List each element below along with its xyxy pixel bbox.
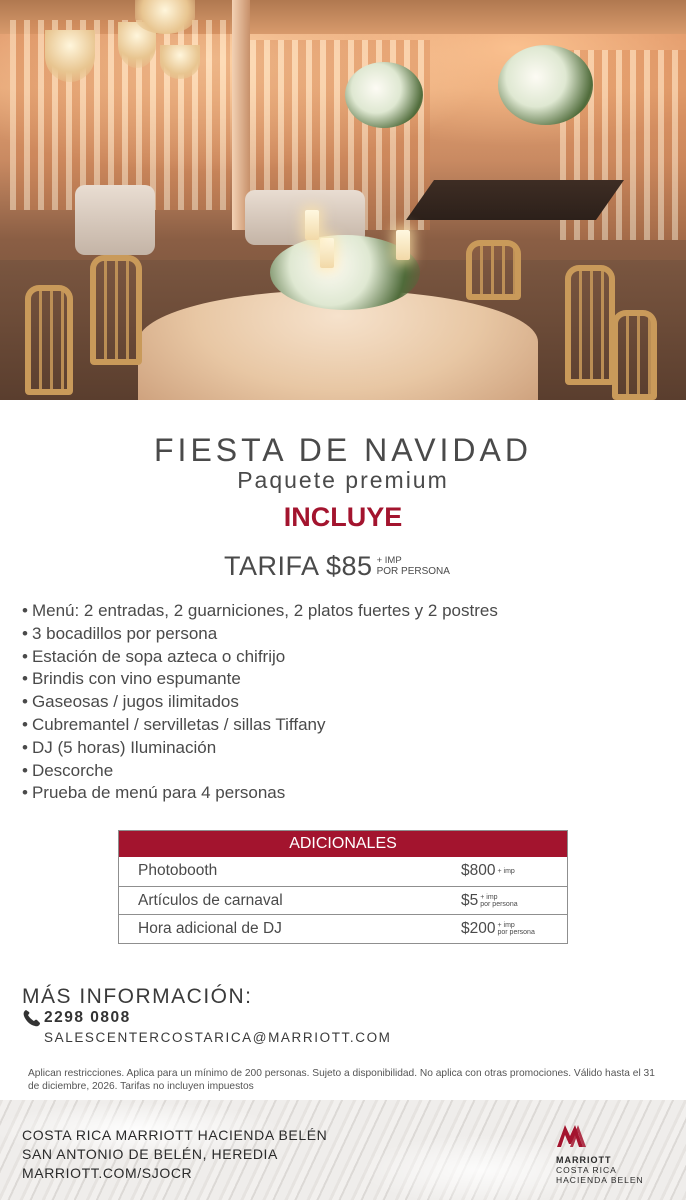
flower-centerpiece bbox=[345, 62, 423, 128]
phone-icon bbox=[22, 1009, 42, 1027]
list-item: • Gaseosas / jugos ilimitados bbox=[22, 691, 498, 714]
brand-location: HACIENDA BELEN bbox=[556, 1175, 644, 1185]
addon-note bbox=[497, 922, 534, 936]
rate-line bbox=[224, 551, 450, 582]
page-title: FIESTA DE NAVIDAD bbox=[154, 432, 532, 468]
list-item: • Cubremantel / servilletas / sillas Tiffany bbox=[22, 714, 498, 737]
addon-amount: $200 bbox=[461, 920, 496, 937]
hero-banquet-photo bbox=[0, 0, 686, 400]
candle bbox=[320, 238, 334, 268]
list-item: • Prueba de menú para 4 personas bbox=[22, 782, 498, 805]
addon-note-line: por persona bbox=[480, 900, 518, 908]
chandelier bbox=[45, 30, 95, 82]
hotel-name: COSTA RICA MARRIOTT HACIENDA BELÉN bbox=[22, 1127, 328, 1143]
addon-name: Hora adicional de DJ bbox=[138, 920, 282, 937]
addon-note bbox=[497, 868, 514, 875]
list-item: • Descorche bbox=[22, 760, 498, 783]
chandelier bbox=[135, 0, 195, 34]
brand-wordmark: MARRIOTT bbox=[556, 1155, 612, 1165]
addon-note-line: + imp bbox=[497, 867, 515, 875]
rate-tax-note: + IMP bbox=[376, 555, 402, 566]
phone-line[interactable] bbox=[22, 1009, 131, 1027]
addon-amount: $5 bbox=[461, 891, 479, 909]
footer bbox=[0, 1100, 686, 1200]
addon-price bbox=[461, 892, 518, 910]
addon-note-line: + imp bbox=[497, 922, 515, 929]
includes-heading: INCLUYE bbox=[283, 502, 403, 532]
marriott-logo bbox=[556, 1122, 656, 1185]
marriott-logo-icon bbox=[556, 1122, 588, 1148]
addon-name: Artículos de carnaval bbox=[138, 891, 283, 909]
addon-note-line: por persona bbox=[497, 929, 535, 936]
list-item: • 3 bocadillos por persona bbox=[22, 623, 498, 646]
rate-price: TARIFA $85 bbox=[224, 551, 373, 581]
rate-notes bbox=[377, 555, 450, 577]
more-info-heading: MÁS INFORMACIÓN: bbox=[22, 985, 253, 1008]
rate-per-person: POR PERSONA bbox=[376, 566, 450, 577]
tiffany-chair bbox=[466, 240, 521, 300]
chandelier bbox=[160, 45, 200, 79]
table-row bbox=[119, 914, 567, 943]
addon-name: Photobooth bbox=[138, 862, 218, 879]
addons-table bbox=[118, 830, 568, 944]
addon-price bbox=[461, 862, 515, 880]
list-item: • Menú: 2 entradas, 2 guarniciones, 2 platos fuertes y 2 postres bbox=[22, 600, 498, 623]
tiffany-chair bbox=[565, 265, 615, 385]
package-subtitle: Paquete premium bbox=[237, 467, 449, 493]
candle bbox=[396, 230, 410, 260]
list-item: • Brindis con vino espumante bbox=[22, 668, 498, 691]
tiffany-chair bbox=[612, 310, 657, 400]
brand-location: COSTA RICA bbox=[556, 1165, 617, 1175]
lounge-sofa bbox=[75, 185, 155, 255]
flower-centerpiece bbox=[498, 45, 593, 125]
long-table bbox=[406, 180, 624, 220]
addon-price bbox=[461, 920, 535, 938]
addon-note-line: + imp bbox=[480, 893, 498, 901]
tiffany-chair bbox=[25, 285, 73, 395]
table-row bbox=[119, 886, 567, 915]
hotel-website-link[interactable]: MARRIOTT.COM/SJOCR bbox=[22, 1165, 193, 1181]
hotel-location: SAN ANTONIO DE BELÉN, HEREDIA bbox=[22, 1146, 278, 1162]
list-item: • DJ (5 horas) Iluminación bbox=[22, 737, 498, 760]
included-items-list bbox=[22, 600, 498, 805]
candle bbox=[305, 210, 319, 240]
phone-number: 2298 0808 bbox=[44, 1009, 131, 1026]
addon-amount: $800 bbox=[461, 862, 496, 879]
list-item: • Estación de sopa azteca o chifrijo bbox=[22, 646, 498, 669]
addons-header: ADICIONALES bbox=[119, 831, 567, 857]
addon-note bbox=[480, 894, 517, 908]
email-link[interactable]: SALESCENTERCOSTARICA@MARRIOTT.COM bbox=[44, 1030, 392, 1045]
table-row bbox=[119, 857, 567, 886]
tiffany-chair bbox=[90, 255, 142, 365]
legal-disclaimer: Aplican restricciones. Aplica para un mínimo de 200 personas. Sujeto a disponibilidad. No aplica con otras promociones. Válido hasta el 31 de diciembre, 2026. Tarifas no incluyen impuestos bbox=[28, 1068, 655, 1092]
footer-address bbox=[22, 1126, 327, 1183]
